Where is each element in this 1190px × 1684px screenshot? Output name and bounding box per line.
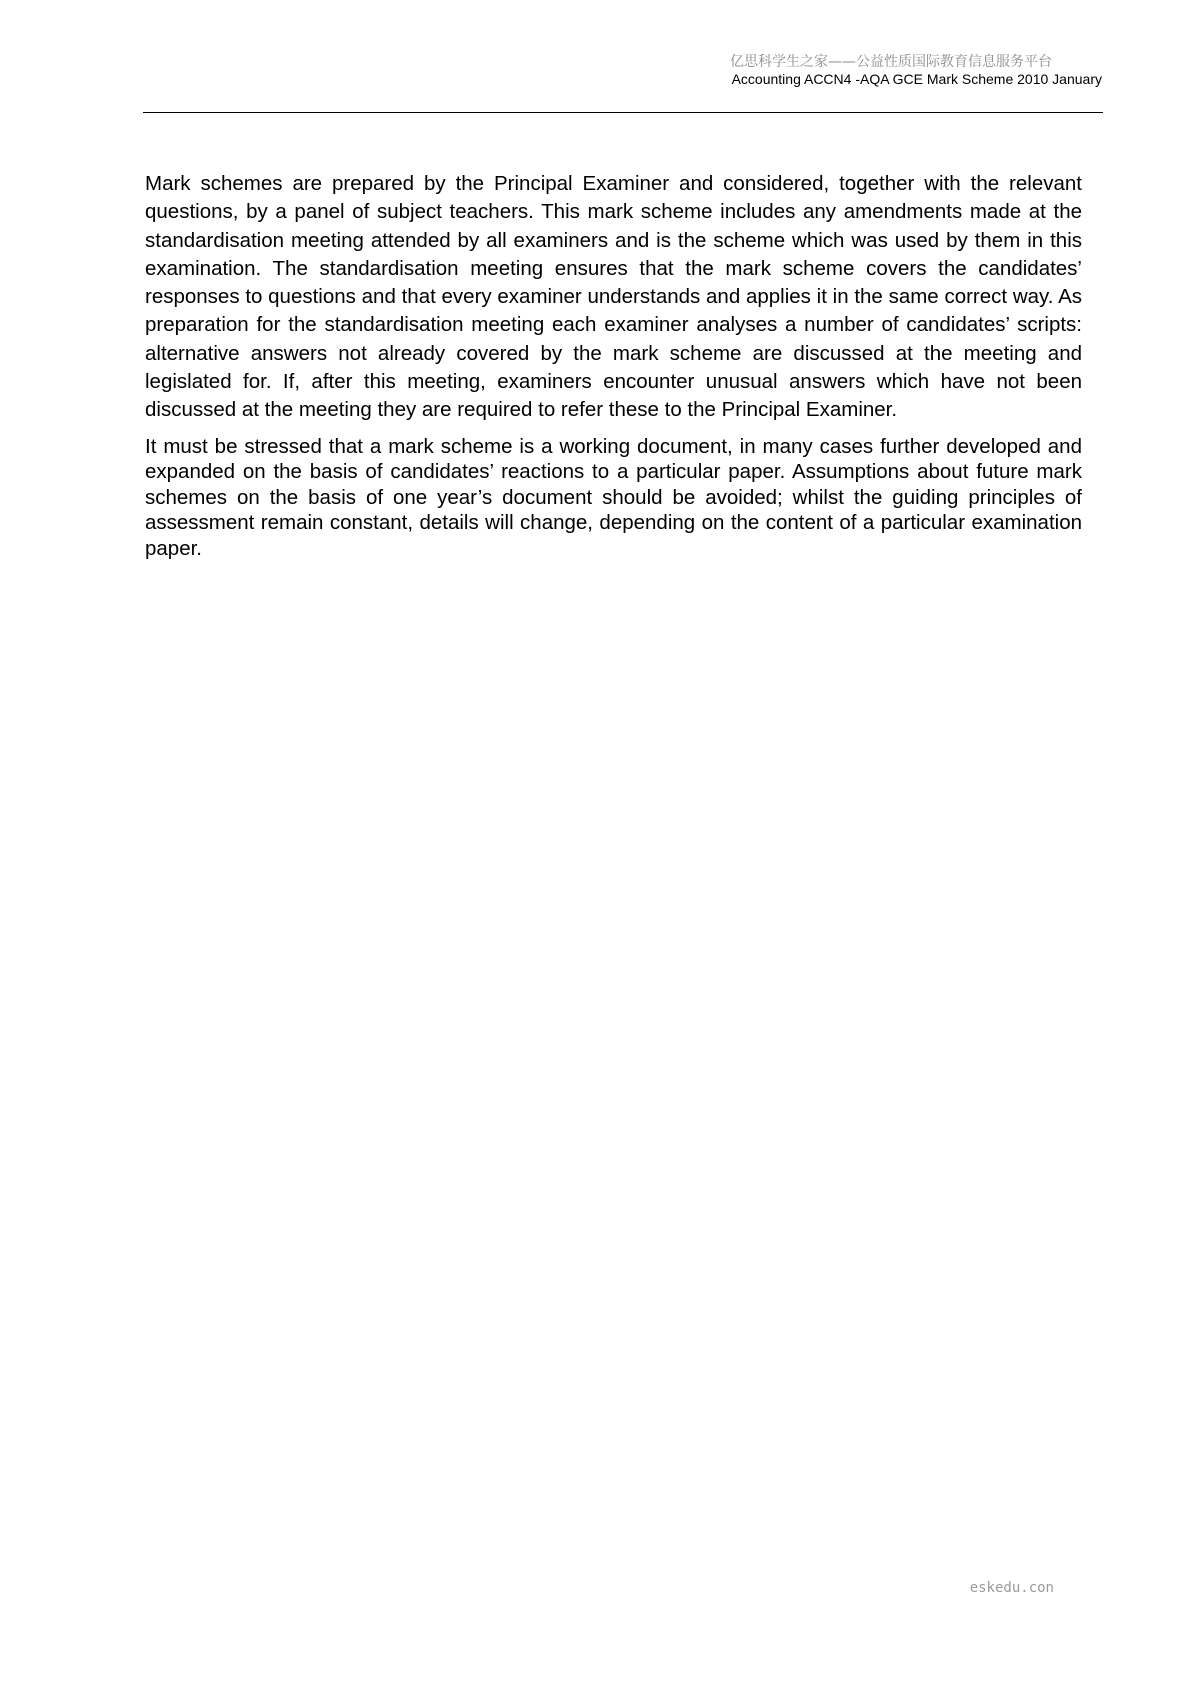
header-watermark: 亿思科学生之家——公益性质国际教育信息服务平台	[730, 54, 1052, 70]
paragraph-working-document: It must be stressed that a mark scheme is a working document, in many cases further developed and expanded on the basis of candidates’ reactions to a particular paper. Assumptions about future mark schemes on the basis of one year’s document should be avoided; whilst the guiding principles of assessment remain constant, details will change, depending on the content of a particular examination paper.	[145, 434, 1082, 560]
header-title: Accounting ACCN4 -AQA GCE Mark Scheme 2010 January	[731, 71, 1102, 87]
page-header	[730, 54, 1102, 88]
header-divider	[143, 112, 1103, 113]
footer-watermark: eskedu.con	[969, 1580, 1054, 1596]
paragraph-mark-scheme-preparation: Mark schemes are prepared by the Principal Examiner and considered, together with the relevant questions, by a panel of subject teachers. This mark scheme includes any amendments made at the standardisation meeting attended by all examiners and is the scheme which was used by them in this examination. The standardisation meeting ensures that the mark scheme covers the candidates’ responses to questions and that every examiner understands and applies it in the same correct way. As preparation for the standardisation meeting each examiner analyses a number of candidates’ scripts: alternative answers not already covered by the mark scheme are discussed at the meeting and legislated for. If, after this meeting, examiners encounter unusual answers which have not been discussed at the meeting they are required to refer these to the Principal Examiner.	[145, 172, 1082, 422]
document-body	[145, 170, 1082, 561]
